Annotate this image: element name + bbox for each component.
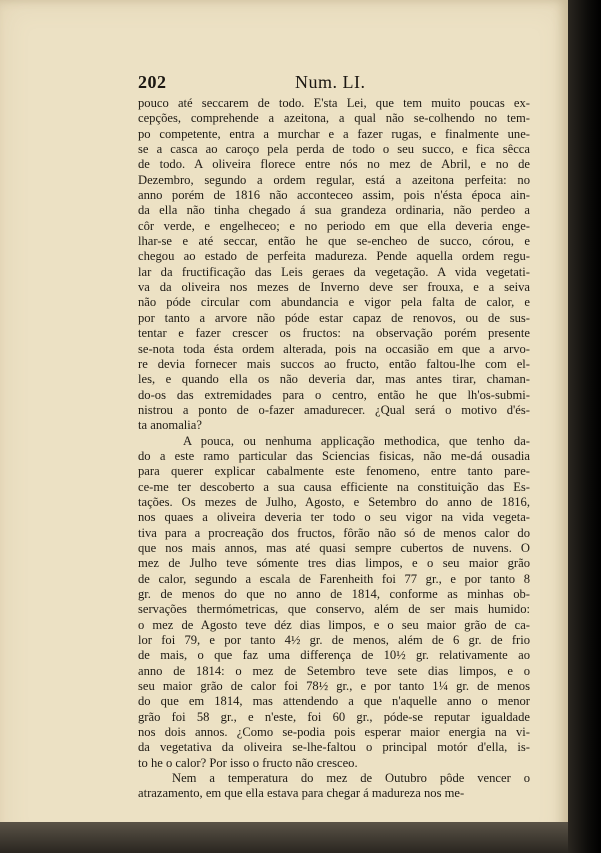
text-line: A pouca, ou nenhuma applicação methodica, que tenho da-	[183, 433, 530, 448]
paragraph-1	[138, 96, 530, 434]
text-line: chegou ao estado de perfeita madureza. Pende aquella ordem regu-	[138, 249, 530, 264]
text-line: lar da fructificação das Leis geraes da vegetação. A vida vegetati-	[138, 264, 530, 279]
text-line: lor foi 79, e por tanto 4½ gr. de menos, além de 6 gr. de frio	[138, 633, 530, 648]
text-line: da ella não tinha chegado á sua grandeza ordinaria, não perdeo a	[138, 203, 530, 218]
running-title: Num. LI.	[295, 72, 366, 92]
text-line: atrazamento, em que ella estava para chegar á madureza nos me-	[138, 786, 465, 801]
text-line: cepções, comprehende a azeitona, a qual não se-colhendo no tem-	[138, 111, 530, 126]
text-line: Nem a temperatura do mez de Outubro pôde vencer o	[172, 771, 530, 786]
binding-edge	[568, 0, 601, 853]
text-line: do que em 1814, mas attendendo a que n'aquelle anno o menor	[138, 694, 530, 709]
text-line: anno porém de 1816 não acconteceo assim, pois n'ésta época ain-	[138, 188, 530, 203]
text-line: gr. de menos do que no anno de 1814, conforme as minhas ob-	[138, 587, 530, 601]
text-line: re devia fornecer mais succos ao fructo, então faltou-lhe com el-	[138, 356, 530, 371]
text-line: tiva para a procreação dos fructos, fôrão não só de menos calor do	[138, 525, 530, 540]
text-line: se a casca ao caroço pela perda de todo o seu succo, e fica sêcca	[138, 142, 530, 157]
scan-bottom-edge	[0, 822, 568, 853]
text-line: nos quaes a oliveira deveria ter todo o seu vigor na vida vegeta-	[138, 510, 530, 525]
text-line: não póde circular com abundancia e vigor pela falta de calor, e	[138, 295, 530, 310]
text-line: côr verde, e engelheceo; e no periodo em que ella deveria enge-	[138, 218, 530, 233]
text-line: les, e quando ella os não deveria dar, mas antes tirar, chaman-	[138, 372, 530, 387]
text-line: grão foi 58 gr., e n'este, foi 60 gr., póde-se reputar igualdade	[138, 709, 530, 724]
text-line: de calor, segundo a escala de Farenheith foi 77 gr., e por tanto 8	[138, 571, 530, 586]
text-line: va da oliveira nos mezes de Inverno deve ser frouxa, e a seiva	[138, 280, 530, 295]
text-line: que nos mais annos, mas até quasi sempre cubertos de nuvens. O	[138, 540, 530, 555]
text-line: pouco até seccarem de todo. E'sta Lei, que tem muito poucas ex-	[138, 96, 530, 110]
text-line: Dezembro, segundo a ordem regular, está a azeitona perfeita: no	[138, 172, 530, 187]
text-line: tentar e fazer crescer os fructos: na observação porém presente	[138, 326, 530, 341]
paragraph-2	[138, 434, 530, 772]
text-line: seu maior grão de calor foi 78½ gr., e por tanto 1¼ gr. de menos	[138, 679, 530, 694]
text-line: do-os das extremidades para o centro, então he que lh'os-submi-	[138, 387, 530, 402]
paragraph-3	[138, 771, 530, 802]
text-line: do a este ramo particular das Sciencias fisicas, não me-dá ousadia	[138, 448, 530, 463]
text-line: servações thermómetricas, que conservo, além de ser mais humido:	[138, 602, 530, 617]
text-line: de todo. A oliveira florece entre nós no mez de Abril, e no de	[138, 157, 530, 172]
text-line: nos dois annos. ¿Como se-podia pois esperar maior energia na vi-	[138, 725, 530, 740]
text-line: tações. Os mezes de Julho, Agosto, e Setembro do anno de 1816,	[138, 494, 530, 509]
text-line: da vegetativa da oliveira se-lhe-faltou o principal motór d'ella, is-	[138, 740, 530, 755]
text-line: de mais, o que faz uma differença de 10½ gr. relativamente ao	[138, 648, 530, 663]
text-line: o mez de Agosto teve déz dias limpos, e o seu maior grão de ca-	[138, 617, 530, 632]
text-line: para querer explicar cabalmente este fenomeno, entre tanto pare-	[138, 464, 530, 479]
text-line: ce-me ter descoberto a sua causa efficiente na constituição das Es-	[138, 479, 530, 494]
text-line: lhar-se e até seccar, então he que se-encheo de succo, córou, e	[138, 234, 530, 249]
text-line: po competente, entra a murchar e a fazer rugas, e finalmente une-	[138, 126, 530, 141]
text-line: anno de 1814: o mez de Setembro teve sete dias limpos, e o	[138, 663, 530, 678]
text-line: to he o calor? Por isso o fructo não cresceo.	[138, 755, 358, 770]
text-line: mez de Julho teve sómente tres dias limpos, e o seu maior grão	[138, 556, 530, 571]
body-text	[138, 96, 530, 802]
text-line: ta anomalia?	[138, 418, 202, 433]
text-line: por tanto a arvore não póde estar capaz de renovos, ou de sus-	[138, 310, 530, 325]
text-line: nistrou a ponto de o-fazer amadurecer. ¿Qual será o motivo d'és-	[138, 402, 530, 417]
text-line: se-nota toda ésta ordem alterada, pois na occasião em que a arvo-	[138, 341, 530, 356]
page-header	[138, 72, 528, 96]
page-number: 202	[138, 72, 167, 92]
